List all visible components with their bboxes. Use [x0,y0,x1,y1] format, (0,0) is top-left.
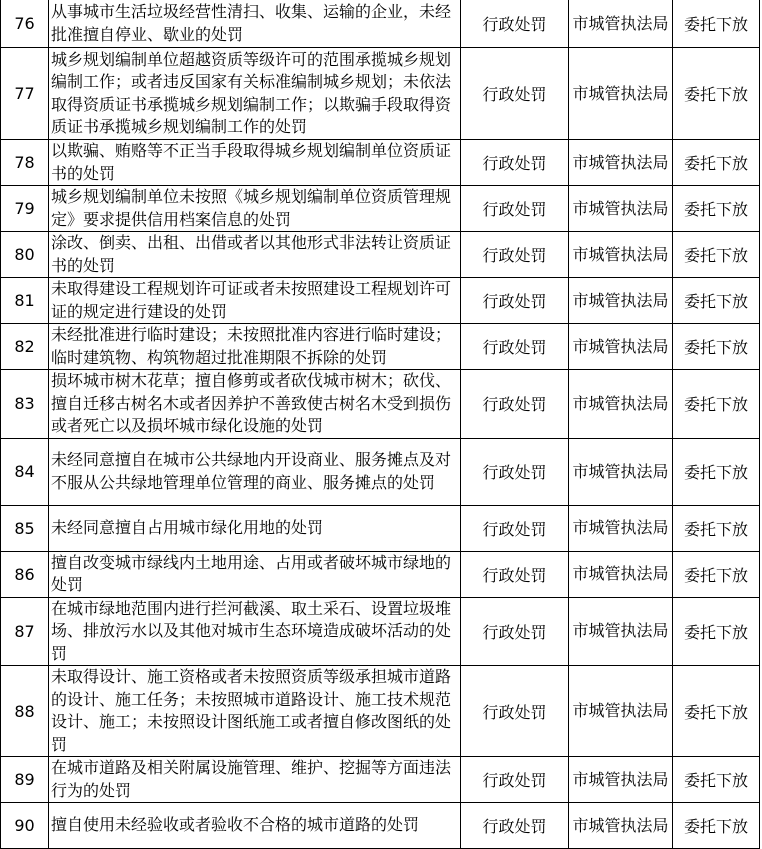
table-row [1,140,760,186]
item-mode: 委托下放 [673,0,760,48]
item-department: 市城管执法局 [569,232,673,278]
item-type: 行政处罚 [461,551,569,597]
item-number: 76 [1,0,49,48]
item-department: 市城管执法局 [569,757,673,803]
item-number: 87 [1,597,49,666]
item-type: 行政处罚 [461,186,569,232]
item-mode: 委托下放 [673,48,760,140]
table-row [1,48,760,140]
table-row [1,186,760,232]
item-department: 市城管执法局 [569,597,673,666]
item-number: 86 [1,551,49,597]
item-department: 市城管执法局 [569,438,673,505]
item-name: 未经批准进行临时建设；未按照批准内容进行临时建设；临时建筑物、构筑物超过批准期限不拆除的处罚 [49,324,461,370]
item-department: 市城管执法局 [569,666,673,757]
table-row [1,666,760,757]
item-name: 以欺骗、贿赂等不正当手段取得城乡规划编制单位资质证书的处罚 [49,140,461,186]
table-row [1,803,760,849]
item-type: 行政处罚 [461,48,569,140]
item-mode: 委托下放 [673,666,760,757]
table-row [1,597,760,666]
item-number: 89 [1,757,49,803]
table-row [1,0,760,48]
item-name: 未经同意擅自在城市公共绿地内开设商业、服务摊点及对不服从公共绿地管理单位管理的商业、服务摊点的处罚 [49,438,461,505]
item-department: 市城管执法局 [569,505,673,551]
item-name: 擅自使用未经验收或者验收不合格的城市道路的处罚 [49,803,461,849]
item-name: 城乡规划编制单位超越资质等级许可的范围承揽城乡规划编制工作；或者违反国家有关标准编制城乡规划；未依法取得资质证书承揽城乡规划编制工作；以欺骗手段取得资质证书承揽城乡规划编制工作的处罚 [49,48,461,140]
item-mode: 委托下放 [673,278,760,324]
item-mode: 委托下放 [673,505,760,551]
item-type: 行政处罚 [461,438,569,505]
item-number: 77 [1,48,49,140]
table-row [1,757,760,803]
table-row [1,278,760,324]
item-type: 行政处罚 [461,757,569,803]
item-name: 城乡规划编制单位未按照《城乡规划编制单位资质管理规定》要求提供信用档案信息的处罚 [49,186,461,232]
item-department: 市城管执法局 [569,0,673,48]
item-number: 85 [1,505,49,551]
item-name: 未取得设计、施工资格或者未按照资质等级承担城市道路的设计、施工任务；未按照城市道路设计、施工技术规范设计、施工；未按照设计图纸施工或者擅自修改图纸的处罚 [49,666,461,757]
table-row [1,505,760,551]
item-number: 82 [1,324,49,370]
item-name: 未取得建设工程规划许可证或者未按照建设工程规划许可证的规定进行建设的处罚 [49,278,461,324]
item-name: 未经同意擅自占用城市绿化用地的处罚 [49,505,461,551]
item-mode: 委托下放 [673,140,760,186]
item-name: 在城市绿地范围内进行拦河截溪、取土采石、设置垃圾堆场、排放污水以及其他对城市生态环境造成破坏活动的处罚 [49,597,461,666]
item-mode: 委托下放 [673,370,760,439]
item-number: 78 [1,140,49,186]
item-number: 80 [1,232,49,278]
table-body [1,0,760,849]
item-mode: 委托下放 [673,186,760,232]
item-type: 行政处罚 [461,803,569,849]
item-mode: 委托下放 [673,597,760,666]
item-type: 行政处罚 [461,370,569,439]
item-number: 84 [1,438,49,505]
item-department: 市城管执法局 [569,278,673,324]
item-name: 在城市道路及相关附属设施管理、维护、挖掘等方面违法行为的处罚 [49,757,461,803]
item-mode: 委托下放 [673,232,760,278]
item-type: 行政处罚 [461,505,569,551]
item-department: 市城管执法局 [569,186,673,232]
item-type: 行政处罚 [461,0,569,48]
item-mode: 委托下放 [673,803,760,849]
item-department: 市城管执法局 [569,324,673,370]
item-name: 从事城市生活垃圾经营性清扫、收集、运输的企业，未经批准擅自停业、歇业的处罚 [49,0,461,48]
item-type: 行政处罚 [461,666,569,757]
item-mode: 委托下放 [673,551,760,597]
item-type: 行政处罚 [461,324,569,370]
item-department: 市城管执法局 [569,48,673,140]
item-number: 88 [1,666,49,757]
item-department: 市城管执法局 [569,551,673,597]
item-number: 90 [1,803,49,849]
item-department: 市城管执法局 [569,803,673,849]
item-name: 损坏城市树木花草；擅自修剪或者砍伐城市树木；砍伐、擅自迁移古树名木或者因养护不善致使古树名木受到损伤或者死亡以及损坏城市绿化设施的处罚 [49,370,461,439]
table-row [1,551,760,597]
item-mode: 委托下放 [673,438,760,505]
table-row [1,438,760,505]
item-mode: 委托下放 [673,757,760,803]
item-type: 行政处罚 [461,278,569,324]
item-name: 擅自改变城市绿线内土地用途、占用或者破坏城市绿地的处罚 [49,551,461,597]
item-department: 市城管执法局 [569,370,673,439]
item-number: 81 [1,278,49,324]
item-name: 涂改、倒卖、出租、出借或者以其他形式非法转让资质证书的处罚 [49,232,461,278]
table-row [1,370,760,439]
item-department: 市城管执法局 [569,140,673,186]
item-mode: 委托下放 [673,324,760,370]
item-number: 79 [1,186,49,232]
item-type: 行政处罚 [461,140,569,186]
table-row [1,232,760,278]
item-type: 行政处罚 [461,597,569,666]
item-type: 行政处罚 [461,232,569,278]
table-row [1,324,760,370]
item-number: 83 [1,370,49,439]
